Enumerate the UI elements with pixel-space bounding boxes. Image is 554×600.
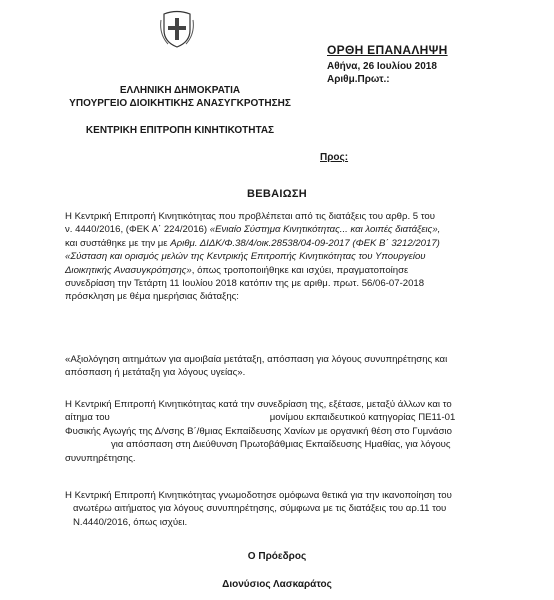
p3-line-3: Φυσικής Αγωγής της Δ/νσης Β΄/θμιας Εκπαίδευσης Χανίων με οργανική θέση στο Γυμνάσιο [65, 425, 452, 437]
p4-line-2: ανωτέρω αιτήματος για λόγους συνυπηρέτησης, σύμφωνα με τις διατάξεις του αρ.11 του [73, 503, 447, 515]
p3-line-2 [65, 411, 487, 424]
p4-line-1: Η Κεντρική Επιτροπή Κινητικότητας γνωμοδοτησε ομόφωνα θετικά για την ικανοποίηση του [65, 490, 452, 501]
paragraph-committee-intro [65, 210, 487, 304]
p1-line-5 [65, 264, 487, 277]
ministry-name: ΥΠΟΥΡΓΕΙΟ ΔΙΟΙΚΗΤΙΚΗΣ ΑΝΑΣΥΓΚΡΟΤΗΣΗΣ [69, 98, 291, 109]
secondment-target: για απόσπαση στη Διεύθυνση Πρωτοβάθμιας Εκπαίδευσης Ημαθίας, για λόγους [111, 439, 451, 451]
p1-line-1: Η Κεντρική Επιτροπή Κινητικότητας που προβλέπεται από τις διατάξεις του αρθρ. 5 του [65, 211, 436, 222]
establishment-text: και συστάθηκε με την με [65, 237, 171, 249]
republic-name: ΕΛΛΗΝΙΚΗ ΔΗΜΟΚΡΑΤΙΑ [119, 85, 241, 96]
greek-coat-of-arms-emblem [160, 10, 194, 48]
document-meta [327, 44, 448, 86]
document-title: ΒΕΒΑΙΩΣΗ [247, 188, 307, 200]
protocol-number-label: Αριθμ.Πρωτ.: [327, 74, 390, 85]
paragraph-decision [65, 489, 487, 529]
p1-line-2 [65, 223, 487, 236]
law-title: «Ενιαίο Σύστημα Κινητικότητας... και λοιπές διατάξεις», [209, 224, 441, 236]
p1-line-4: «Σύσταση και ορισμός μελών της Κεντρικής Επιτροπής Κινητικότητας του Υπουργείου [65, 251, 426, 263]
signatory-name: Διονύσιος Λασκαράτος [222, 579, 332, 590]
p3-line-4 [65, 438, 487, 451]
p1-line-6: συνεδρίαση την Τετάρτη 11 Ιουλίου 2018 κατόπιν της με αριθμ. πρωτ. 56/06-07-2018 [65, 278, 425, 290]
paragraph-request-review [65, 398, 487, 465]
signature-role: Ο Πρόεδρος [247, 551, 307, 562]
document-date: Αθήνα, 26 Ιουλίου 2018 [327, 61, 437, 72]
teacher-category: μονίμου εκπαιδευτικού κατηγορίας ΠΕ11-01 [269, 412, 456, 424]
p1-line-3 [65, 237, 487, 250]
p2-line-2: απόσπαση ή μετάταξη για λόγους υγείας». [65, 367, 246, 379]
p3-line-1: Η Κεντρική Επιτροπή Κινητικότητας κατά την συνεδρίαση της, εξέτασε, μεταξύ άλλων και το [65, 399, 452, 410]
corrected-repetition-heading: ΟΡΘΗ ΕΠΑΝΑΛΗΨΗ [327, 43, 448, 57]
decision-reference: Αριθμ. ΔΙΔΚ/Φ.38/4/οικ.28538/04-09-2017 (ΦΕΚ Β΄ 3212/2017) [170, 237, 440, 249]
p4-line-3: Ν.4440/2016, όπως ισχύει. [73, 516, 188, 528]
issuing-authority-header [60, 84, 300, 110]
request-of-label: αίτημα του [65, 412, 110, 424]
p2-line-1: «Αξιολόγηση αιτημάτων για αμοιβαία μετάταξη, απόσπαση για λόγους συνυπηρέτησης και [65, 354, 448, 365]
amendment-text: , όπως τροποποιήθηκε και ισχύει, πραγματοποίησε [191, 264, 409, 276]
p3-line-5: συνυπηρέτησης. [65, 452, 136, 464]
paragraph-agenda-subject [65, 353, 487, 380]
p1-line-7: πρόσκληση με θέμα ημερήσιας διάταξης: [65, 291, 239, 303]
recipient-label: Προς: [320, 152, 349, 163]
law-reference: ν. 4440/2016, (ΦΕΚ Α΄ 224/2016) [65, 224, 210, 236]
ministry-reference: Διοικητικής Ανασυγκρότησης» [65, 264, 192, 276]
committee-name: ΚΕΝΤΡΙΚΗ ΕΠΙΤΡΟΠΗ ΚΙΝΗΤΙΚΟΤΗΤΑΣ [85, 125, 275, 136]
